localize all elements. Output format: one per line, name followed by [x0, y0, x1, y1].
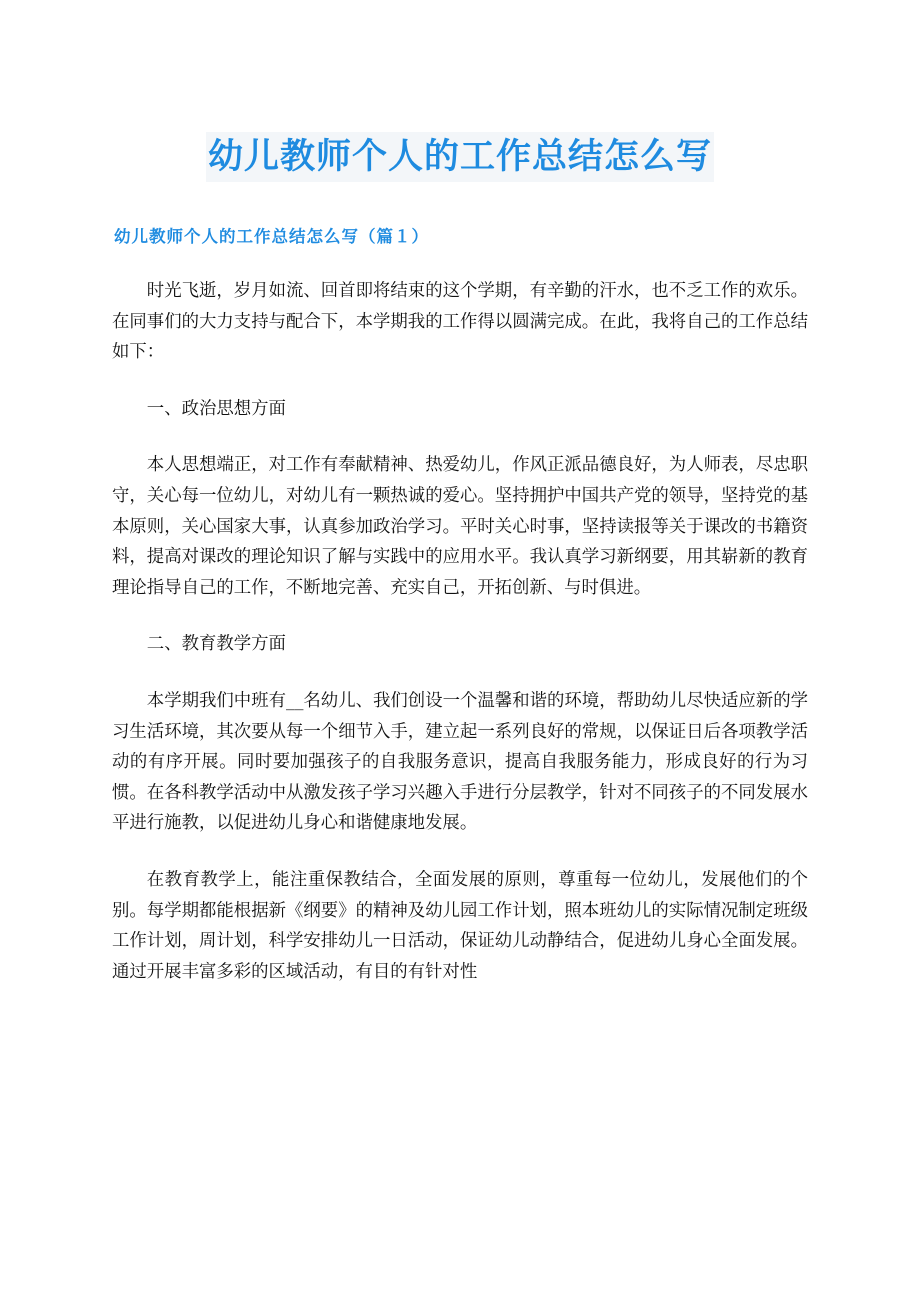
- paragraph-political: 本人思想端正，对工作有奉献精神、热爱幼儿，作风正派品德良好，为人师表，尽忠职守，关心每一位幼儿，对幼儿有一颗热诚的爱心。坚持拥护中国共产党的领导，坚持党的基本原则，关心国家大事，认真参加政治学习。平时关心时事，坚持读报等关于课改的书籍资料，提高对课改的理论知识了解与实践中的应用水平。我认真学习新纲要，用其崭新的教育理论指导自己的工作，不断地完善、充实自己，开拓创新、与时俱进。: [112, 455, 808, 598]
- document-title: 幼儿教师个人的工作总结怎么写: [206, 132, 714, 182]
- section-title: 幼儿教师个人的工作总结怎么写（篇１）: [114, 227, 429, 246]
- heading-political: 一、政治思想方面: [146, 398, 286, 419]
- title-container: [0, 132, 920, 182]
- paragraph-teaching-principles: 在教育教学上，能注重保教结合，全面发展的原则，尊重每一位幼儿，发展他们的个别。每学期都能根据新《纲要》的精神及幼儿园工作计划，照本班幼儿的实际情况制定班级工作计划，周计划，科学安排幼儿一日活动，保证幼儿动静结合，促进幼儿身心全面发展。通过开展丰富多彩的区域活动，有目的有针对性: [112, 869, 808, 982]
- intro-paragraph: 时光飞逝，岁月如流、回首即将结束的这个学期，有辛勤的汗水，也不乏工作的欢乐。在同事们的大力支持与配合下，本学期我的工作得以圆满完成。在此，我将自己的工作总结如下：: [112, 281, 808, 363]
- paragraph-teaching-start: 本学期我们中班有: [146, 690, 286, 711]
- paragraph-teaching: [112, 686, 808, 839]
- paragraph-teaching-rest: 名幼儿、我们创设一个温馨和谐的环境，帮助幼儿尽快适应新的学习生活环境，其次要从每一个细节入手，建立起一系列良好的常规，以保证日后各项教学活动的有序开展。同时要加强孩子的自我服务意识，提高自我服务能力，形成良好的行为习惯。在各科教学活动中从激发孩子学习兴趣入手进行分层教学，针对不同孩子的不同发展水平进行施教，以促进幼儿身心和谐健康地发展。: [112, 690, 808, 834]
- heading-teaching: 二、教育教学方面: [146, 634, 286, 655]
- class-size-blank: __: [286, 690, 304, 711]
- document-body: [112, 276, 808, 987]
